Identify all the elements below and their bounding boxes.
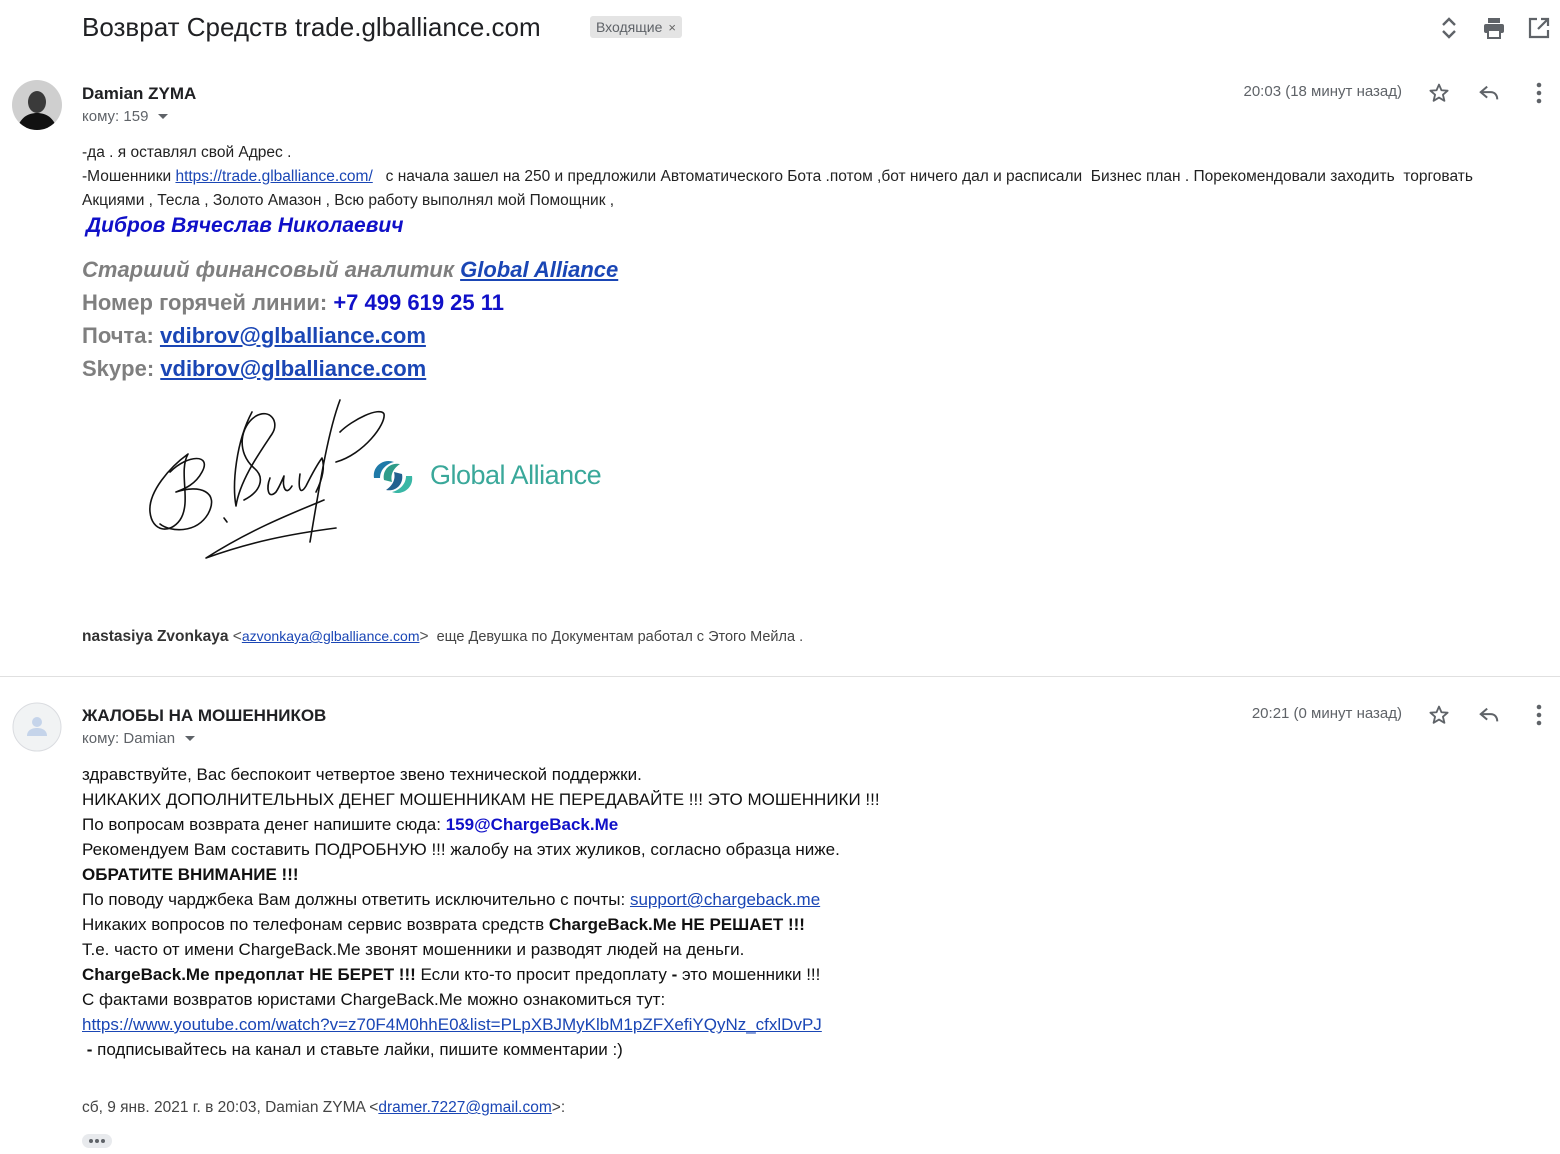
company-link[interactable]: Global Alliance [460,257,619,282]
recipient-label: кому: 159 [82,108,149,125]
chevron-down-icon [158,114,168,119]
signature-skype [82,356,426,382]
body-line: Т.е. часто от имени ChargeBack.Me звонят мошенники и разводят людей на деньги. [82,940,745,959]
quote-header-text: сб, 9 янв. 2021 г. в 20:03, Damian ZYMA < [82,1099,379,1116]
message-divider [0,676,1560,677]
chevron-down-icon [185,736,195,741]
message-time: 20:21 (0 минут назад) [1251,705,1402,722]
contact-address: 159@ChargeBack.Me [445,815,619,834]
bracket: > [419,628,429,645]
contact-email-link[interactable]: azvonkaya@glballiance.com [241,628,420,644]
body-text: Никаких вопросов по телефонам сервис возврата средств [82,915,549,934]
quoted-contact-line [82,628,803,646]
body-bold: - [671,965,678,984]
signature-mail [82,323,426,349]
support-email-link[interactable]: support@chargeback.me [629,890,821,909]
body-line: здравствуйте, Вас беспокоит четвертое звено технической поддержки. [82,765,642,784]
body-line: Акциями , Тесла , Золото Амазон , Всю работу выполнял мой Помощник , [82,192,615,209]
open-in-new-window-icon[interactable] [1525,14,1553,42]
body-bold: ChargeBack.Me предоплат НЕ БЕРЕТ !!! [82,965,416,984]
body-line [82,887,1082,912]
body-line [82,912,1082,937]
body-line: С фактами возвратов юристами ChargeBack.Me можно ознакомиться тут: [82,990,666,1009]
label-text: Входящие [596,19,663,35]
quoted-message-header [82,1099,565,1117]
attention-heading: ОБРАТИТЕ ВНИМАНИЕ !!! [82,865,299,884]
dot [89,1139,93,1143]
title-text: Старший финансовый аналитик [82,257,461,282]
signature-title [82,257,618,283]
quote-header-text: >: [551,1099,566,1116]
hotline-number: +7 499 619 25 11 [333,290,504,315]
youtube-link[interactable]: https://www.youtube.com/watch?v=z70F4M0hhE0&list=PLpXBJMyKlbM1pZFXefiYQyNz_cfxlDvPJ [82,1015,822,1034]
body-line [82,1012,1082,1037]
signature-name: Дибров Вячеслав Николаевич [86,214,404,237]
sender-name[interactable]: ЖАЛОБЫ НА МОШЕННИКОВ [82,706,327,725]
body-line: -да . я оставлял свой Адрес . [82,144,292,161]
more-vert-icon[interactable] [1526,80,1552,106]
bracket: < [228,628,242,645]
body-text: это мошенники !!! [677,965,821,984]
sender-avatar[interactable] [12,80,62,130]
sender-name[interactable]: Damian ZYMA [82,84,197,103]
remove-label-button[interactable]: × [668,19,676,35]
star-icon[interactable] [1426,80,1452,106]
email-subject: Возврат Средств trade.glballiance.com [82,12,541,42]
inbox-label-chip [590,16,682,38]
mail-link[interactable]: vdibrov@glballiance.com [159,323,426,348]
sender-avatar-default[interactable] [12,702,62,752]
body-line: НИКАКИХ ДОПОЛНИТЕЛЬНЫХ ДЕНЕГ МОШЕННИКАМ НЕ ПЕРЕДАВАЙТЕ !!! ЭТО МОШЕННИКИ !!! [82,790,880,809]
body-line [82,862,1082,887]
skype-link[interactable]: vdibrov@glballiance.com [160,356,427,381]
body-text: По поводу чарджбека Вам должны ответить исключительно с почты: [82,890,630,909]
expand-collapse-icon[interactable] [1435,14,1463,42]
body-bold: - [82,1040,93,1059]
body-text: -Мошенники [82,168,176,185]
recipient-details-toggle[interactable] [82,730,195,747]
body-text: с начала зашел на 250 и предложили Автоматического Бота .потом ,бот ничего дал и расписали Бизнес план . Порекомендовали заходить торговать [372,168,1473,185]
show-trimmed-content-button[interactable] [82,1134,112,1148]
message-body [82,141,1552,213]
body-text: подписывайтесь на канал и ставьте лайки, пишите комментарии :) [92,1040,623,1059]
body-text: По вопросам возврата денег напишите сюда: [82,815,446,834]
more-vert-icon[interactable] [1526,702,1552,728]
contact-note: еще Девушка по Документам работал с Этого Мейла . [428,629,804,645]
dot [101,1139,105,1143]
global-alliance-logo-text: Global Alliance [430,460,602,490]
reply-icon[interactable] [1476,702,1502,728]
recipient-details-toggle[interactable] [82,108,168,125]
body-bold: ChargeBack.Me НЕ РЕШАЕТ !!! [548,915,805,934]
signature-hotline [82,290,504,316]
body-line [82,812,1082,837]
reply-icon[interactable] [1476,80,1502,106]
message-body [82,762,1082,1062]
message-time: 20:03 (18 минут назад) [1243,83,1402,100]
mail-label: Почта: [82,323,160,348]
quoted-sender-email-link[interactable]: dramer.7227@gmail.com [378,1099,552,1116]
handwritten-signature [140,392,390,567]
trade-site-link[interactable]: https://trade.glballiance.com/ [175,168,373,185]
body-line [82,165,1552,189]
body-line: Рекомендуем Вам составить ПОДРОБНУЮ !!! жалобу на этих жуликов, согласно образца ниже. [82,840,840,859]
print-icon[interactable] [1480,14,1508,42]
contact-name: nastasiya Zvonkaya [82,628,229,645]
recipient-label: кому: Damian [82,730,176,747]
hotline-label: Номер горячей линии: [82,290,334,315]
body-line [82,962,1082,987]
star-icon[interactable] [1426,702,1452,728]
body-text: Если кто-то просит предоплату [415,965,672,984]
dot [95,1139,99,1143]
body-line [82,1037,1082,1062]
global-alliance-logo-icon [370,456,416,498]
skype-label: Skype: [82,356,161,381]
